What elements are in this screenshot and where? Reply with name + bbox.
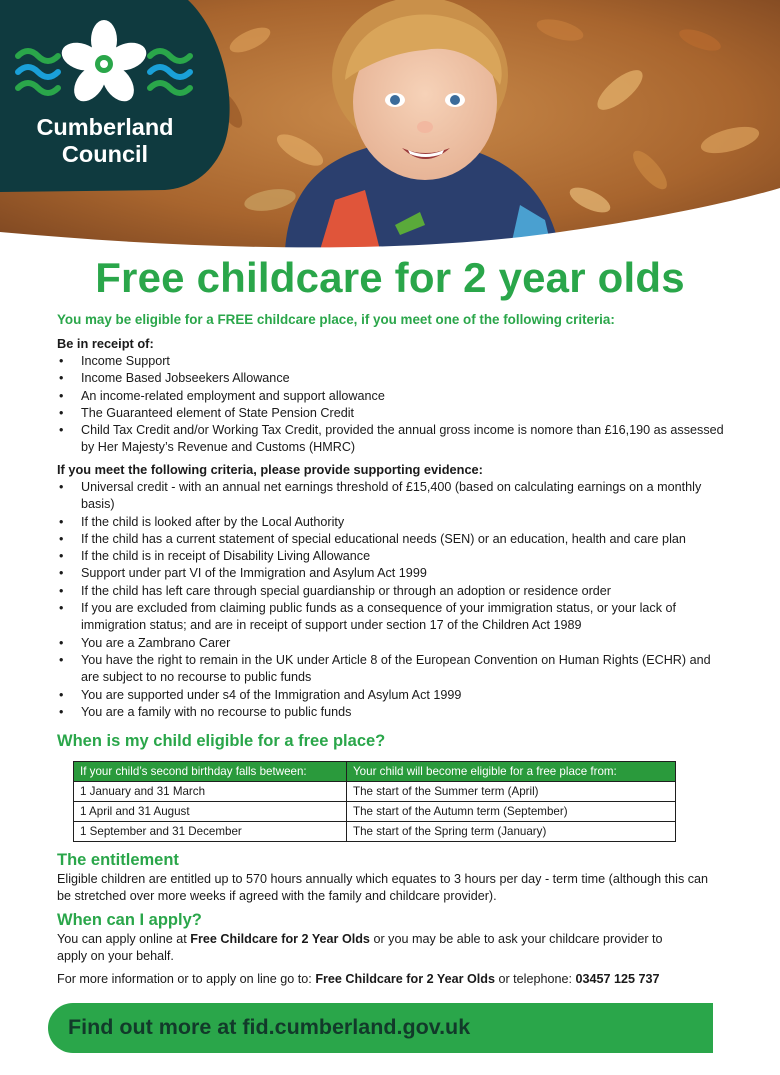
receipt-list (57, 353, 747, 457)
phone-number[interactable]: 03457 125 737 (575, 972, 660, 986)
banner-text: Find out more at fid.cumberland.gov.uk (68, 1015, 471, 1039)
list-item (57, 514, 747, 531)
list-item (57, 405, 747, 422)
council-name-line1: Cumberland (36, 114, 174, 140)
more-info-pre: For more information or to apply on line go to: (57, 972, 316, 986)
list-item (57, 353, 747, 370)
table-cell: The start of the Spring term (January) (347, 822, 676, 842)
list-item (57, 548, 747, 565)
list-item (57, 652, 747, 687)
table-cell: 1 January and 31 March (74, 782, 347, 802)
list-item (57, 370, 747, 387)
list-item-text: If the child has left care through special guardianship or through an adoption or residence order (81, 583, 611, 598)
find-out-more-banner[interactable] (48, 1003, 713, 1053)
more-info-link[interactable]: Free Childcare for 2 Year Olds (315, 972, 495, 986)
apply-heading: When can I apply? (57, 911, 202, 929)
eligibility-table (73, 761, 676, 842)
list-item (57, 531, 747, 548)
entitlement-line1: Eligible children are entitled up to 570 hours annually which equates to 3 hours per day - term time (although this can (57, 872, 709, 886)
more-info-text (57, 971, 752, 988)
list-item-text-cont: by Her Majesty’s Revenue and Customs (HMRC) (81, 440, 356, 455)
apply-online-link[interactable]: Free Childcare for 2 Year Olds (190, 932, 370, 946)
list-item (57, 600, 747, 635)
list-item-text: If the child is in receipt of Disability Living Allowance (81, 549, 371, 564)
council-logo[interactable] (0, 0, 232, 192)
evidence-list (57, 479, 747, 721)
list-item-text: An income-related employment and support allowance (81, 388, 385, 403)
more-info-mid: or telephone: (494, 972, 576, 986)
eligibility-heading: When is my child eligible for a free place? (57, 732, 386, 750)
list-item-text: You are a Zambrano Carer (81, 635, 231, 650)
apply-text (57, 931, 752, 965)
council-name (0, 114, 210, 168)
list-item (57, 565, 747, 582)
intro-text: You may be eligible for a FREE childcare place, if you meet one of the following criteria: (57, 312, 615, 327)
list-item (57, 704, 747, 721)
list-item-text-cont: basis) (81, 497, 115, 512)
table-row (74, 782, 676, 802)
list-item-text: If the child is looked after by the Local Authority (81, 514, 345, 529)
list-item-text: Income Support (81, 354, 170, 368)
apply-text-post: or you may be able to ask your childcare provider to (369, 932, 663, 946)
evidence-heading: If you meet the following criteria, please provide supporting evidence: (57, 462, 483, 477)
list-item-text: Universal credit - with an annual net earnings threshold of £15,400 (based on calculating earnings on a monthly (81, 480, 702, 494)
page-title: Free childcare for 2 year olds (95, 254, 685, 301)
list-item-text: The Guaranteed element of State Pension Credit (81, 405, 355, 420)
list-item-text: You are supported under s4 of the Immigration and Asylum Act 1999 (81, 687, 462, 702)
receipt-heading: Be in receipt of: (57, 336, 154, 351)
table-cell: The start of the Summer term (April) (347, 782, 676, 802)
list-item-text-cont: are subject to no recourse to public funds (81, 670, 312, 685)
list-item-text: You have the right to remain in the UK under Article 8 of the European Convention on Human Rights (ECHR) and (81, 652, 711, 667)
entitlement-heading: The entitlement (57, 851, 179, 869)
list-item-text: If the child has a current statement of special educational needs (SEN) or an education, health and care plan (81, 531, 686, 546)
list-item-text: Income Based Jobseekers Allowance (81, 371, 290, 386)
column-header: Your child will become eligible for a free place from: (347, 762, 676, 782)
table-row (74, 822, 676, 842)
council-name-line2: Council (61, 141, 149, 167)
list-item (57, 479, 747, 514)
table-cell: 1 September and 31 December (74, 822, 347, 842)
list-item-text: If you are excluded from claiming public funds as a consequence of your immigration status, or your lack of (81, 601, 676, 616)
list-item-text-cont: immigration status; and are in receipt of support under section 17 of the Children Act 1989 (81, 618, 582, 633)
entitlement-text (57, 871, 752, 905)
entitlement-line2: be stretched over more weeks if agreed with the family and childcare provider). (57, 889, 497, 903)
list-item (57, 422, 747, 457)
table-row (74, 802, 676, 822)
column-header: If your child’s second birthday falls between: (74, 762, 347, 782)
list-item (57, 635, 747, 652)
apply-text-pre: You can apply online at (57, 932, 191, 946)
table-cell: 1 April and 31 August (74, 802, 347, 822)
table-header-row (74, 762, 676, 782)
table-cell: The start of the Autumn term (September) (347, 802, 676, 822)
list-item-text: Child Tax Credit and/or Working Tax Credit, provided the annual gross income is nomore than £16,190 as assessed (81, 423, 724, 438)
list-item-text: Support under part VI of the Immigration and Asylum Act 1999 (81, 566, 427, 581)
apply-text-line2: apply on your behalf. (57, 949, 174, 963)
list-item-text: You are a family with no recourse to public funds (81, 704, 352, 719)
list-item (57, 388, 747, 405)
list-item (57, 687, 747, 704)
list-item (57, 583, 747, 600)
hero-section (0, 0, 780, 250)
